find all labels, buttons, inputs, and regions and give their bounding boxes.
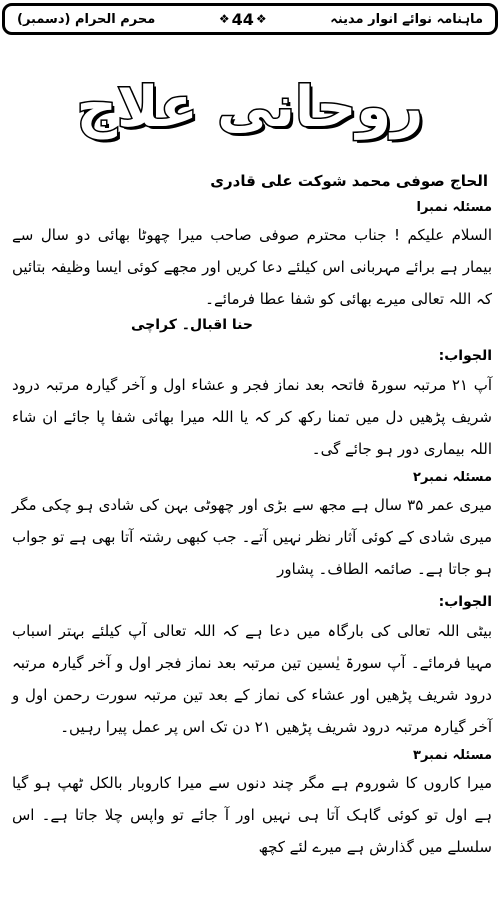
- question-text: میرا کاروں کا شوروم ہے مگر چند دنوں سے میرا کاروبار بالکل ٹھپ ہو گیا ہے اول تو کوئی گاہک آتا ہی نہیں اور آ جائے تو واپس چلا جاتا ہے۔ اس سلسلے میں گذارش ہے میرے لئے کچھ: [12, 774, 492, 856]
- answer-text: آپ ۲۱ مرتبہ سورۃ فاتحہ بعد نماز فجر و عشاء اول و آخر گیارہ مرتبہ درود شریف پڑھیں دل میں تمنا رکھ کر کہ یا اللہ میرا بھائی شفا پا جائے ان شاء اللہ بیماری دور ہو جائے گی۔: [12, 376, 492, 458]
- answer-label: الجواب:: [438, 594, 492, 610]
- magazine-name: ماہنامہ نوائے انوار مدینہ: [330, 11, 483, 27]
- question-text: میری عمر ۳۵ سال ہے مجھ سے بڑی اور چھوٹی بہن کی شادی ہو چکی مگر میری شادی کے کوئی آثار نظر نہیں آتے۔ جب کبھی رشتہ آتا بھی ہے تو جواب ہو جاتا ہے۔ صائمہ الطاف۔ پشاور: [12, 496, 493, 578]
- article-body: [12, 195, 492, 863]
- article-title: روحانی علاج: [76, 75, 424, 140]
- answer-text: بیٹی اللہ تعالی کی بارگاہ میں دعا ہے کہ اللہ تعالی آپ کیلئے بہتر اسباب مہیا فرمائے۔ آپ سورۃ یٰسین تین مرتبہ بعد نماز فجر اول و آخر گیارہ مرتبہ درود شریف پڑھیں اور عشاء کی نماز کے بعد تین مرتبہ سورت رحمن اول و آخر گیارہ مرتبہ درود شریف پڑھیں ۲۱ دن تک اس پر عمل پیرا رہیں۔: [12, 622, 492, 736]
- running-header: [2, 3, 498, 35]
- author-name: الحاج صوفی محمد شوکت علی قادری: [210, 172, 488, 190]
- question-signature: حنا اقبال۔ کراچی: [130, 317, 253, 333]
- page-number: 44: [231, 9, 254, 29]
- answer-label: الجواب:: [438, 348, 492, 364]
- ornament-icon: ❖: [255, 12, 267, 26]
- question-label: مسئلہ نمبر۳: [413, 748, 492, 763]
- question-text: السلام علیکم ! جناب محترم صوفی صاحب میرا چھوٹا بھائی دو سال سے بیمار ہے برائے مہربانی اس کیلئے دعا کریں اور مجھے کوئی ایسا وظیفہ بتائیں کہ اللہ تعالی میرے بھائی کو شفا عطا فرمائے۔: [12, 226, 492, 308]
- page-number-box: [219, 10, 267, 29]
- issue-month: محرم الحرام (دسمبر): [17, 11, 156, 27]
- question-label: مسئلہ نمبر۲: [413, 470, 492, 485]
- question-label: مسئلہ نمبرا: [416, 200, 492, 215]
- ornament-icon: ❖: [218, 12, 230, 26]
